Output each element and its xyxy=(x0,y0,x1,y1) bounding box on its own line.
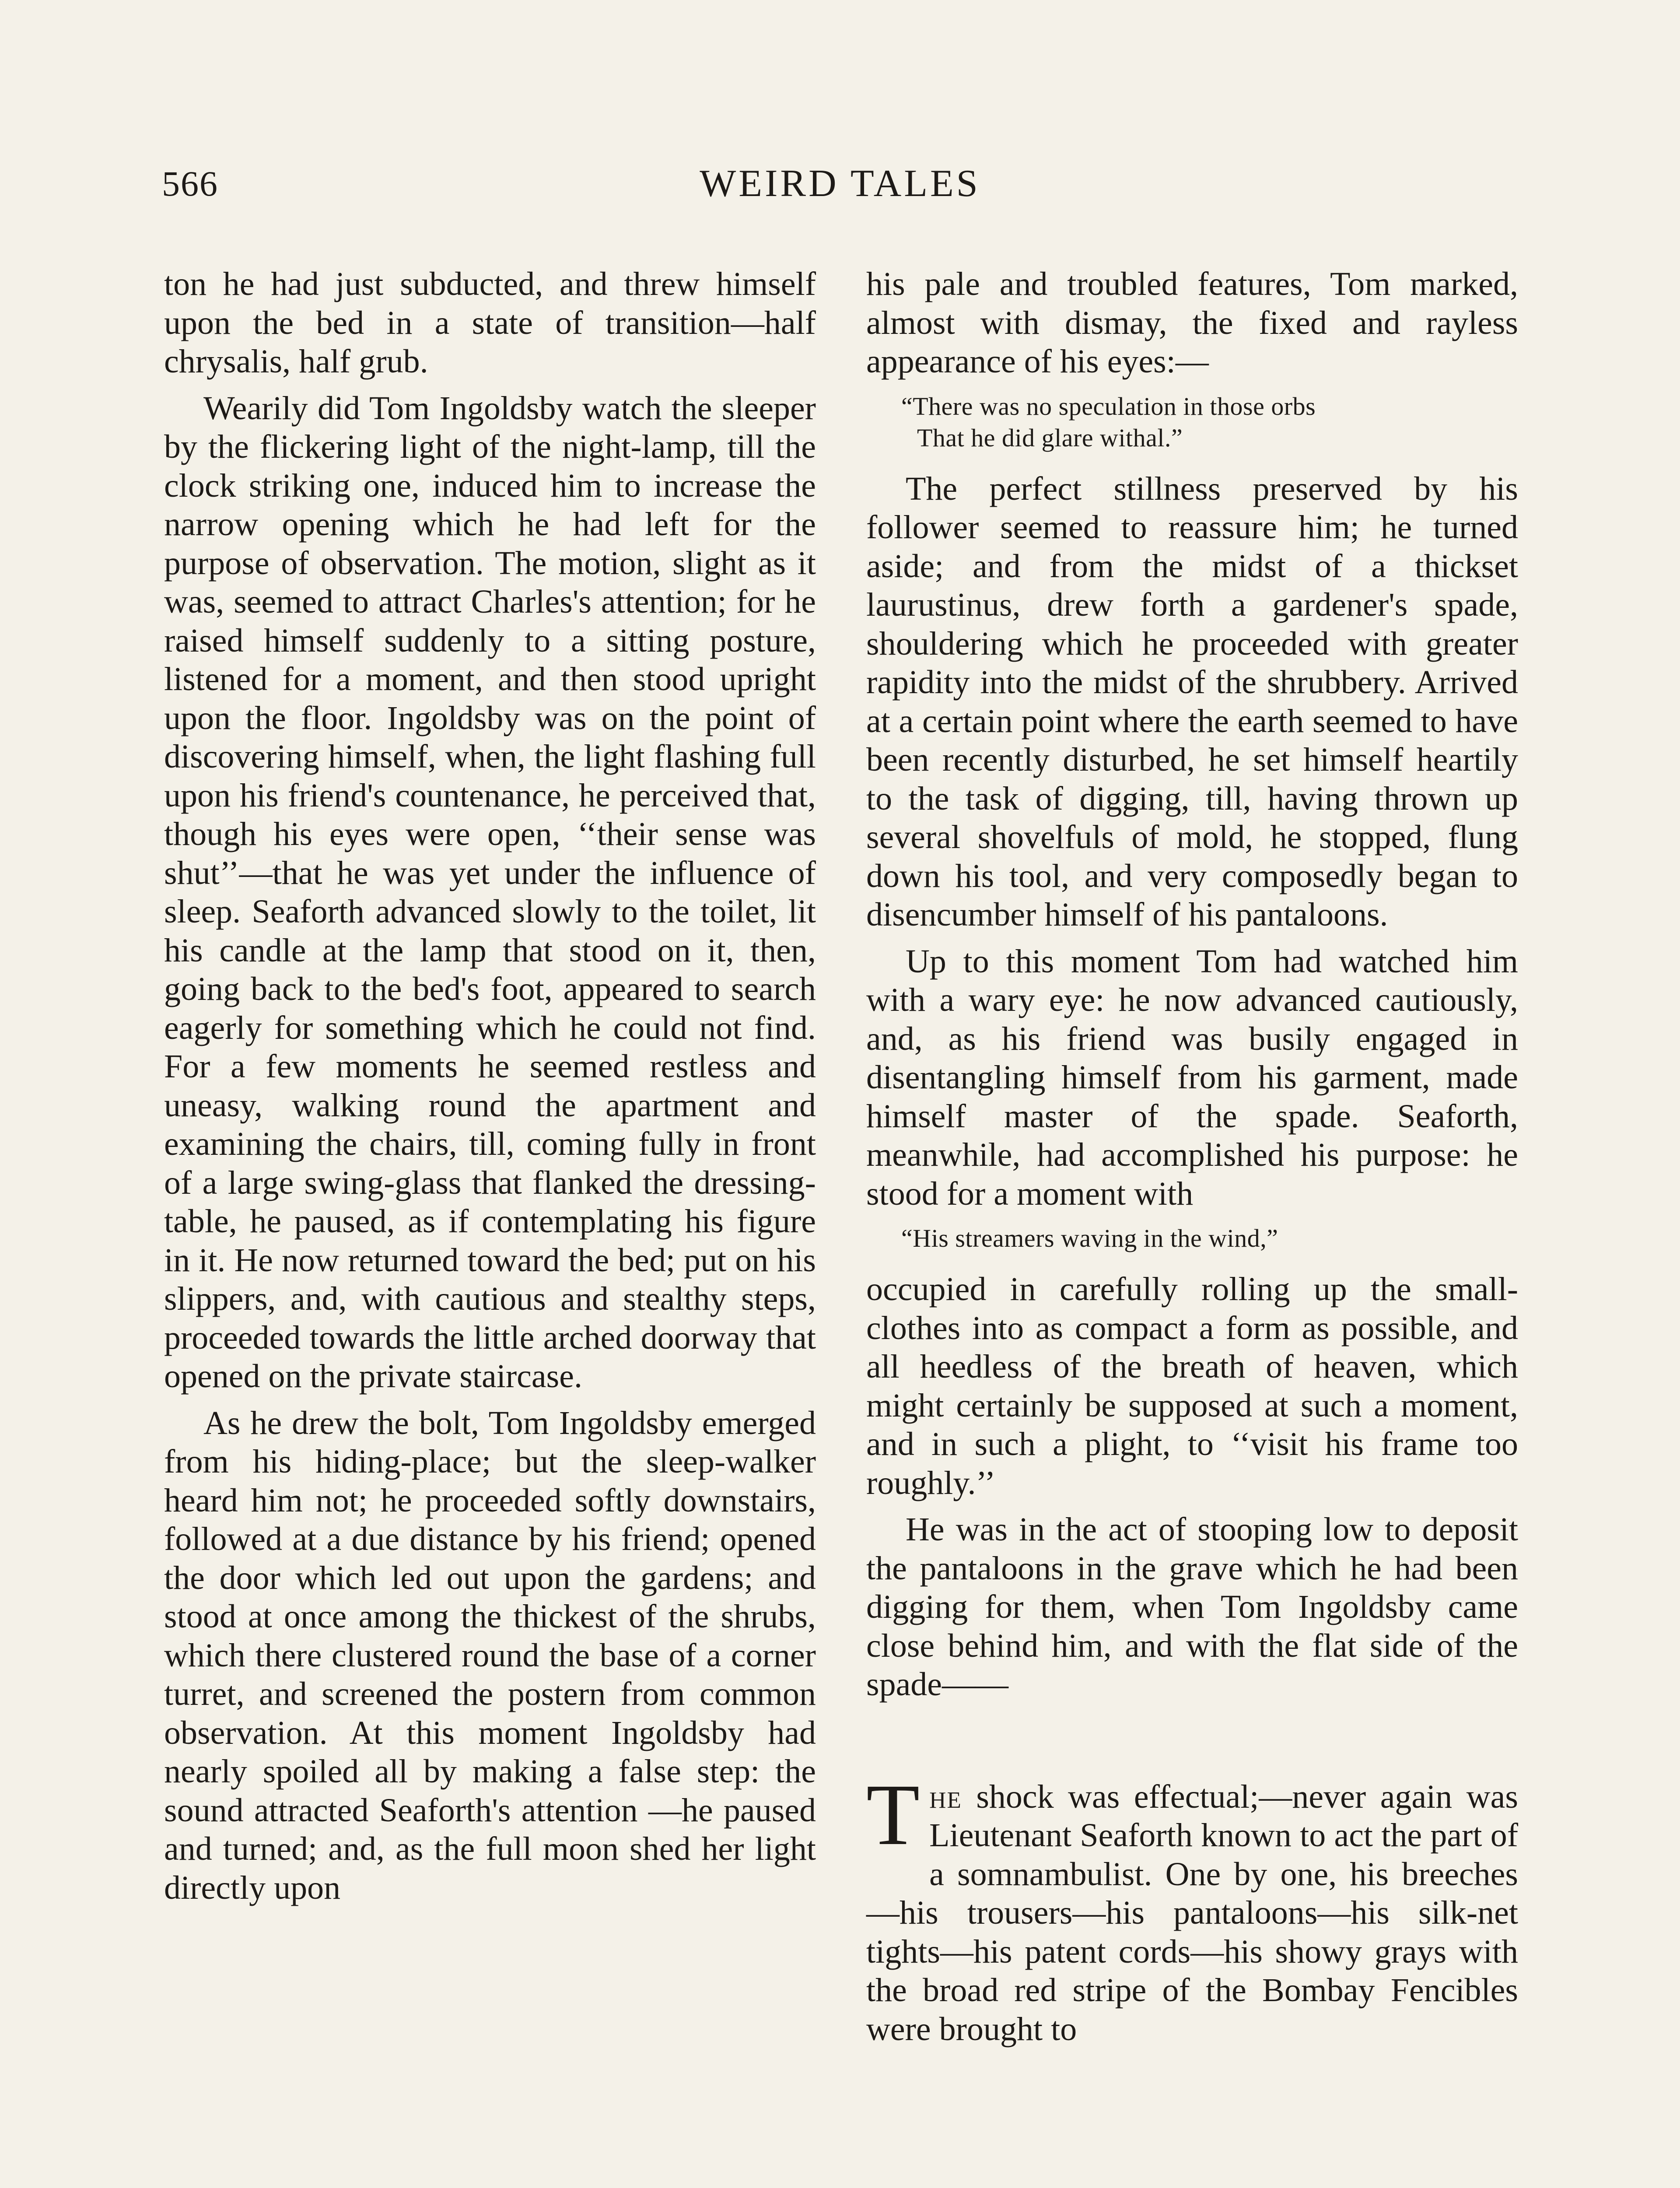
page-number: 566 xyxy=(162,164,218,203)
small-caps-lead: he xyxy=(929,1778,962,1815)
paragraph-text: shock was effectual;—never again was Lieutenant Seaforth known to act the part of a somnambulist. One by one, his breeches—his trousers—his pantaloons—his silk-net tights—his patent cords—his showy grays with the broad red stripe of the Bombay Fencibles were brought to xyxy=(866,1778,1518,2048)
verse-quote xyxy=(866,1223,1518,1254)
left-column xyxy=(164,265,816,1915)
drop-cap: T xyxy=(866,1766,920,1863)
running-title: WEIRD TALES xyxy=(700,162,980,205)
section-break xyxy=(866,1712,1518,1778)
quote-line: “His streamers waving in the wind,” xyxy=(901,1224,1278,1252)
paragraph: He was in the act of stooping low to deposit the pantaloons in the grave which he had been digging for them, when Tom Ingoldsby came close behind him, and with the flat side of the spade—— xyxy=(866,1511,1518,1703)
paragraph: As he drew the bolt, Tom Ingoldsby emerged from his hiding-place; but the sleep-walker heard him not; he proceeded softly downstairs, followed at a due distance by his friend; opened the door which led out upon the gardens; and stood at once among the thickest of the shrubs, which there clustered round the base of a corner turret, and screened the postern from common observation. At this moment Ingoldsby had nearly spoiled all by making a false step: the sound attracted Seaforth's attention —he paused and turned; and, as the full moon shed her light directly upon xyxy=(164,1404,816,1906)
paragraph-with-drop-cap xyxy=(866,1766,1518,2049)
paragraph: Up to this moment Tom had watched him with a wary eye: he now advanced cautiously, and, as his friend was busily engaged in disentangling himself from his garment, made himself master of the spade. Seaforth, meanwhile, had accomplished his purpose: he stood for a moment with xyxy=(866,943,1518,1212)
verse-quote xyxy=(866,391,1518,454)
paragraph: ton he had just subducted, and threw himself upon the bed in a state of transition—half chrysalis, half grub. xyxy=(164,266,816,380)
right-column xyxy=(866,265,1518,2056)
quote-line: That he did glare withal.” xyxy=(917,423,1183,452)
paragraph: occupied in carefully rolling up the small-clothes into as compact a form as possible, and all heedless of the breath of heaven, which might certainly be supposed at such a moment, and in such a plight, to ‘‘visit his frame too roughly.’’ xyxy=(866,1271,1518,1501)
quote-line: “There was no speculation in those orbs xyxy=(901,392,1316,421)
paragraph: The perfect stillness preserved by his follower seemed to reassure him; he turned aside; and from the midst of a thickset laurustinus, drew forth a gardener's spade, shouldering which he proceeded with greater rapidity into the midst of the shrubbery. Arrived at a certain point where the earth seemed to have been recently disturbed, he set himself heartily to the task of digging, till, having thrown up several shovelfuls of mold, he stopped, flung down his tool, and very composedly began to disencumber himself of his pantaloons. xyxy=(866,470,1518,933)
paragraph: Wearily did Tom Ingoldsby watch the sleeper by the flickering light of the night-lamp, till the clock striking one, induced him to increase the narrow opening which he had left for the purpose of observation. The motion, slight as it was, seemed to attract Charles's attention; for he raised himself suddenly to a sitting posture, listened for a moment, and then stood upright upon the floor. Ingoldsby was on the point of discovering himself, when, the light flashing full upon his friend's countenance, he perceived that, though his eyes were open, ‘‘their sense was shut’’—that he was yet under the influence of sleep. Seaforth advanced slowly to the toilet, lit his candle at the lamp that stood on it, then, going back to the bed's foot, appeared to search eagerly for something which he could not find. For a few moments he seemed restless and uneasy, walking round the apartment and examining the chairs, till, coming fully in front of a large swing-glass that flanked the dressing-table, he paused, as if contemplating his figure in it. He now returned toward the bed; put on his slippers, and, with cautious and stealthy steps, proceeded towards the little arched doorway that opened on the private staircase. xyxy=(164,389,816,1395)
page-header xyxy=(162,162,1518,219)
paragraph: his pale and troubled features, Tom marked, almost with dismay, the fixed and rayless appearance of his eyes:— xyxy=(866,266,1518,380)
